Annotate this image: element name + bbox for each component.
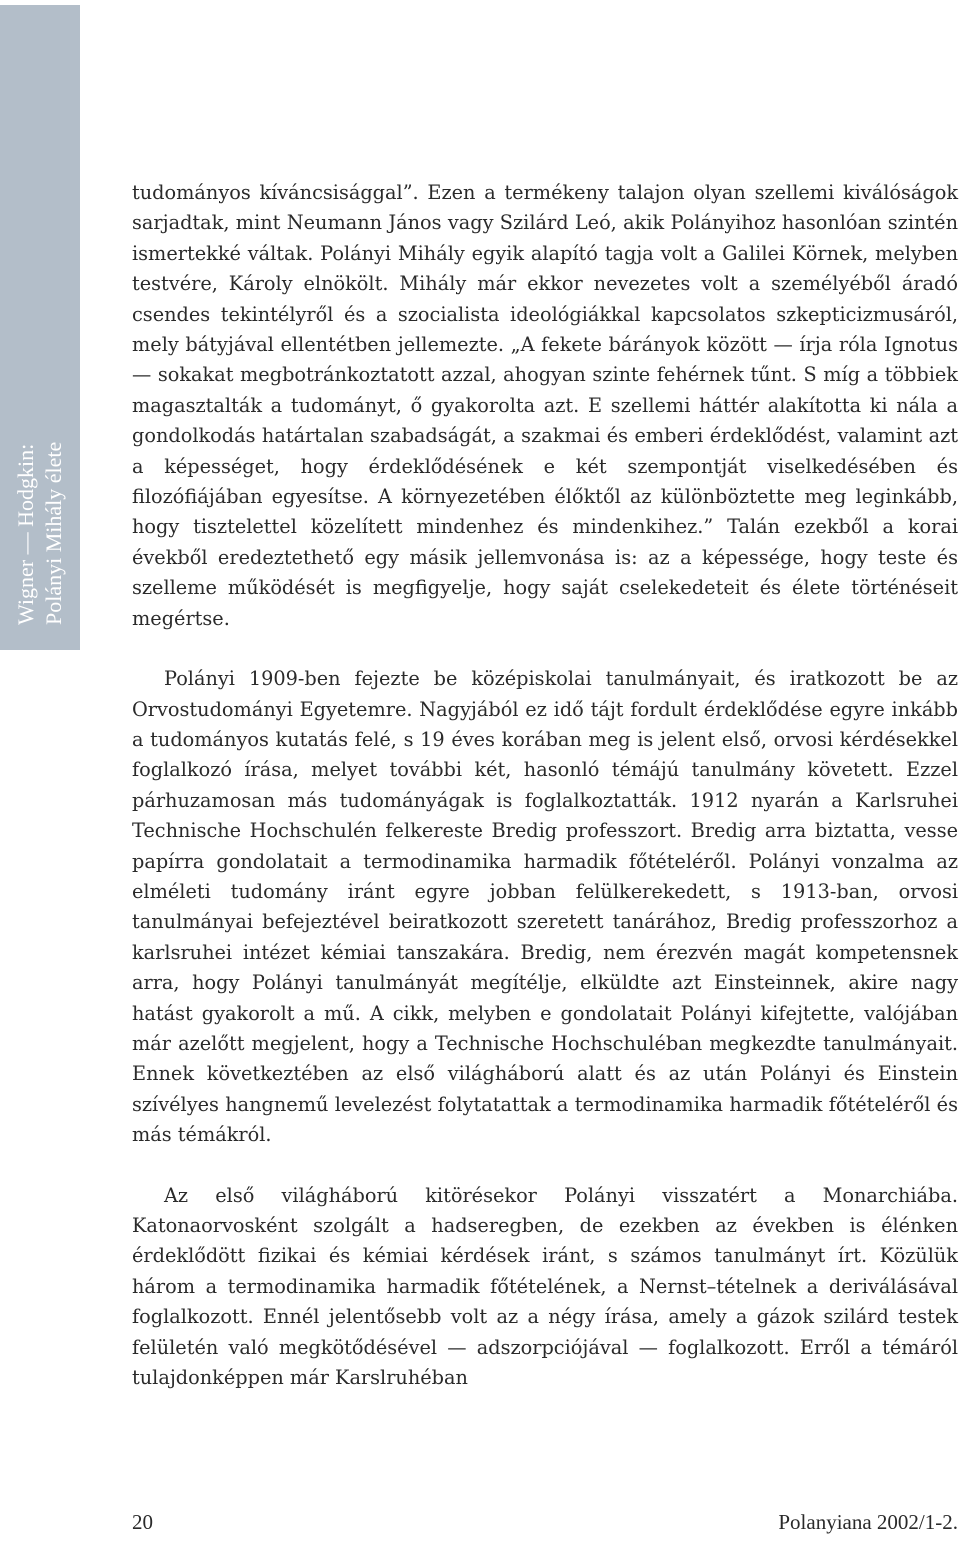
running-header-authors: Wigner — Hodgkin:	[13, 443, 38, 625]
paragraph-2: Polányi 1909-ben fejezte be középiskolai tanulmányait, és iratkozott be az Orvostudományi Egyetemre. Nagyjából ez idő tájt fordult érdeklődése egyre inkább a tudományos kutatás felé, s 19 éves korában meg is jelent első, orvosi kérdésekkel foglalkozó írása, melyet további két, hasonló témájú tanulmány követett. Ezzel párhuzamosan más tudományágak is foglalkoztatták. 1912 nyarán a Karlsruhei Technische Hochschulén felkereste Bredig professzort. Bredig arra biztatta, vesse papírra gondolatait a termodinamika harmadik főtételéről. Polányi vonzalma az elméleti tudomány iránt egyre jobban felülkerekedett, s 1913-ban, orvosi tanulmányai befejeztével beiratkozott szeretett tanárához, Bredig professzorhoz a karlsruhei intézet kémiai tanszakára. Bredig, nem érezvén magát kompetensnek arra, hogy Polányi tanulmányát megítélje, elküldte azt Einsteinnek, akire nagy hatást gyakorolt a mű. A cikk, melyben e gondolatait Polányi kifejtette, valójában már azelőtt megjelent, hogy a Technische Hochschuléban megkezdte tanulmányait. Ennek következtében az első világháború alatt és az után Polányi és Einstein szívélyes hangnemű levelezést folytatattak a termodinamika harmadik főtételéről és más témákról.	[132, 667, 958, 1147]
paragraph-3: Az első világháború kitörésekor Polányi visszatért a Monarchiába. Katonaorvosként szolgált a hadseregben, de ezekben az években is élénken érdeklődött fizikai és kémiai kérdések iránt, s számos tanulmányt írt. Közülük három a termodinamika harmadik főtételének, a Nernst–tételnek a deriválásával foglalkozott. Ennél jelentősebb volt az a négy írása, amely a gázok szilárd testek felületén való megkötődésével — adszorpciójával — foglalkozott. Erről a témáról tulajdonképpen már Karslruhéban	[132, 1183, 958, 1390]
page-number: 20	[132, 1510, 153, 1534]
journal-name: Polanyiana 2002/1-2.	[778, 1510, 958, 1534]
running-header-title: Polányi Mihály élete	[41, 441, 66, 625]
article-body	[132, 178, 958, 1393]
page-footer	[132, 1510, 958, 1540]
paragraph-1: tudományos kíváncsisággal”. Ezen a termékeny talajon olyan szellemi kiválóságok sarjadtak, mint Neumann János vagy Szilárd Leó, akik Polányihoz hasonlóan szintén ismertekké váltak. Polányi Mihály egyik alapító tagja volt a Galilei Körnek, melyben testvére, Károly elnökölt. Mihály már ekkor nevezetes volt a személyéből áradó csendes tekintélyről és a szocialista ideológiákkal kapcsolatos szkepticizmusáról, mely bátyjával ellentétben jellemezte. „A fekete bárányok között — írja róla Ignotus — sokakat megbotránkoztatott azzal, ahogyan szinte fehérnek tűnt. S míg a többiek magasztalták a tudományt, ő gyakorolta azt. E szellemi háttér alakította ki nála a gondolkodás határtalan szabadságát, a szakmai és emberi érdeklődést, valamint azt a képességet, hogy érdeklődésének e két szempontját viselkedésében és filozófiájában egyesítse. A környezetében élőktől az különböztette meg leginkább, hogy tisztelettel közelített mindenhez és mindenkihez.” Talán ezekből a korai évekből eredeztethető egy másik jellemvonása is: az a képessége, hogy teste és szelleme működését is megfigyelje, hogy saját cselekedeteit és élete történéseit megértse.	[132, 181, 958, 630]
